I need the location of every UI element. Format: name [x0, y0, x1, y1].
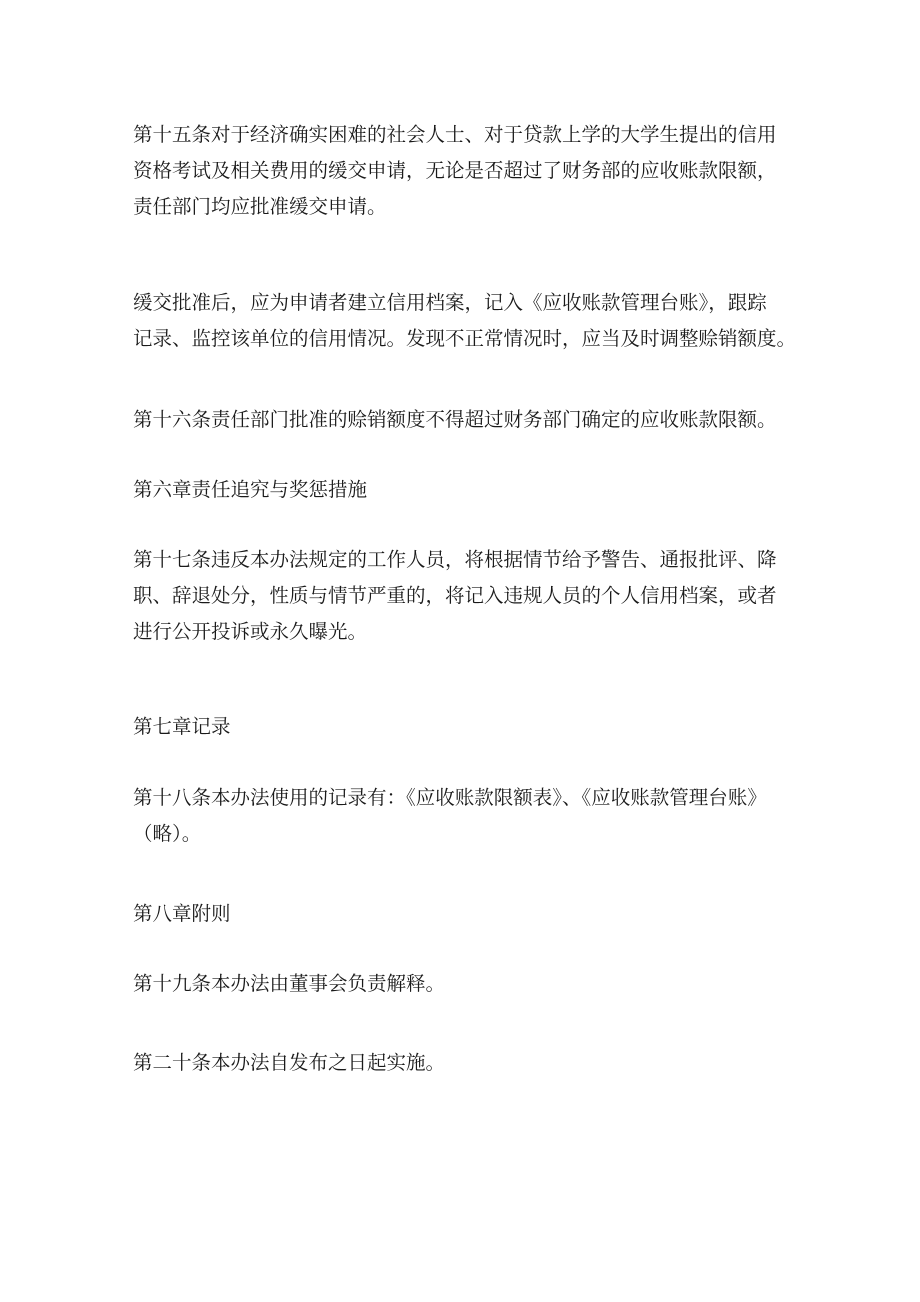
text-line: 进行公开投诉或永久曝光。 [133, 620, 368, 643]
chapter-7-heading [133, 709, 813, 745]
chapter-8-heading [133, 896, 813, 932]
text-line: 第七章记录 [133, 715, 231, 738]
text-line: 第八章附则 [133, 902, 231, 925]
chapter-6-heading [133, 472, 813, 508]
text-line: 第十七条违反本办法规定的工作人员，将根据情节给予警告、通报批评、降 [133, 548, 777, 571]
text-line: 职、辞退处分，性质与情节严重的，将记入违规人员的个人信用档案，或者 [133, 584, 777, 607]
text-line: 第二十条本办法自发布之日起实施。 [133, 1051, 446, 1074]
paragraph-article-16 [133, 402, 813, 438]
text-line: 第十九条本办法由董事会负责解释。 [133, 972, 446, 995]
paragraph-article-17 [133, 542, 813, 650]
paragraph-article-19 [133, 966, 813, 1002]
text-line: 资格考试及相关费用的缓交申请，无论是否超过了财务部的应收账款限额， [133, 159, 777, 182]
text-line: 第十八条本办法使用的记录有：《应收账款限额表》、《应收账款管理台账》 [133, 786, 767, 809]
text-line: 责任部门均应批准缓交申请。 [133, 195, 387, 218]
text-line: 第六章责任追究与奖惩措施 [133, 478, 368, 501]
text-line: 第十六条责任部门批准的赊销额度不得超过财务部门确定的应收账款限额。 [133, 408, 777, 431]
text-line: 记录、监控该单位的信用情况。发现不正常情况时，应当及时调整赊销额度。 [133, 327, 797, 350]
text-line: 第十五条对于经济确实困难的社会人士、对于贷款上学的大学生提出的信用 [133, 123, 777, 146]
paragraph-deferral-approval [133, 285, 813, 357]
text-line: （略）。 [133, 822, 202, 845]
paragraph-article-18 [133, 780, 813, 852]
text-line: 缓交批准后，应为申请者建立信用档案，记入《应收账款管理台账》，跟踪 [133, 291, 767, 314]
paragraph-article-15 [133, 117, 813, 225]
paragraph-article-20 [133, 1045, 813, 1081]
